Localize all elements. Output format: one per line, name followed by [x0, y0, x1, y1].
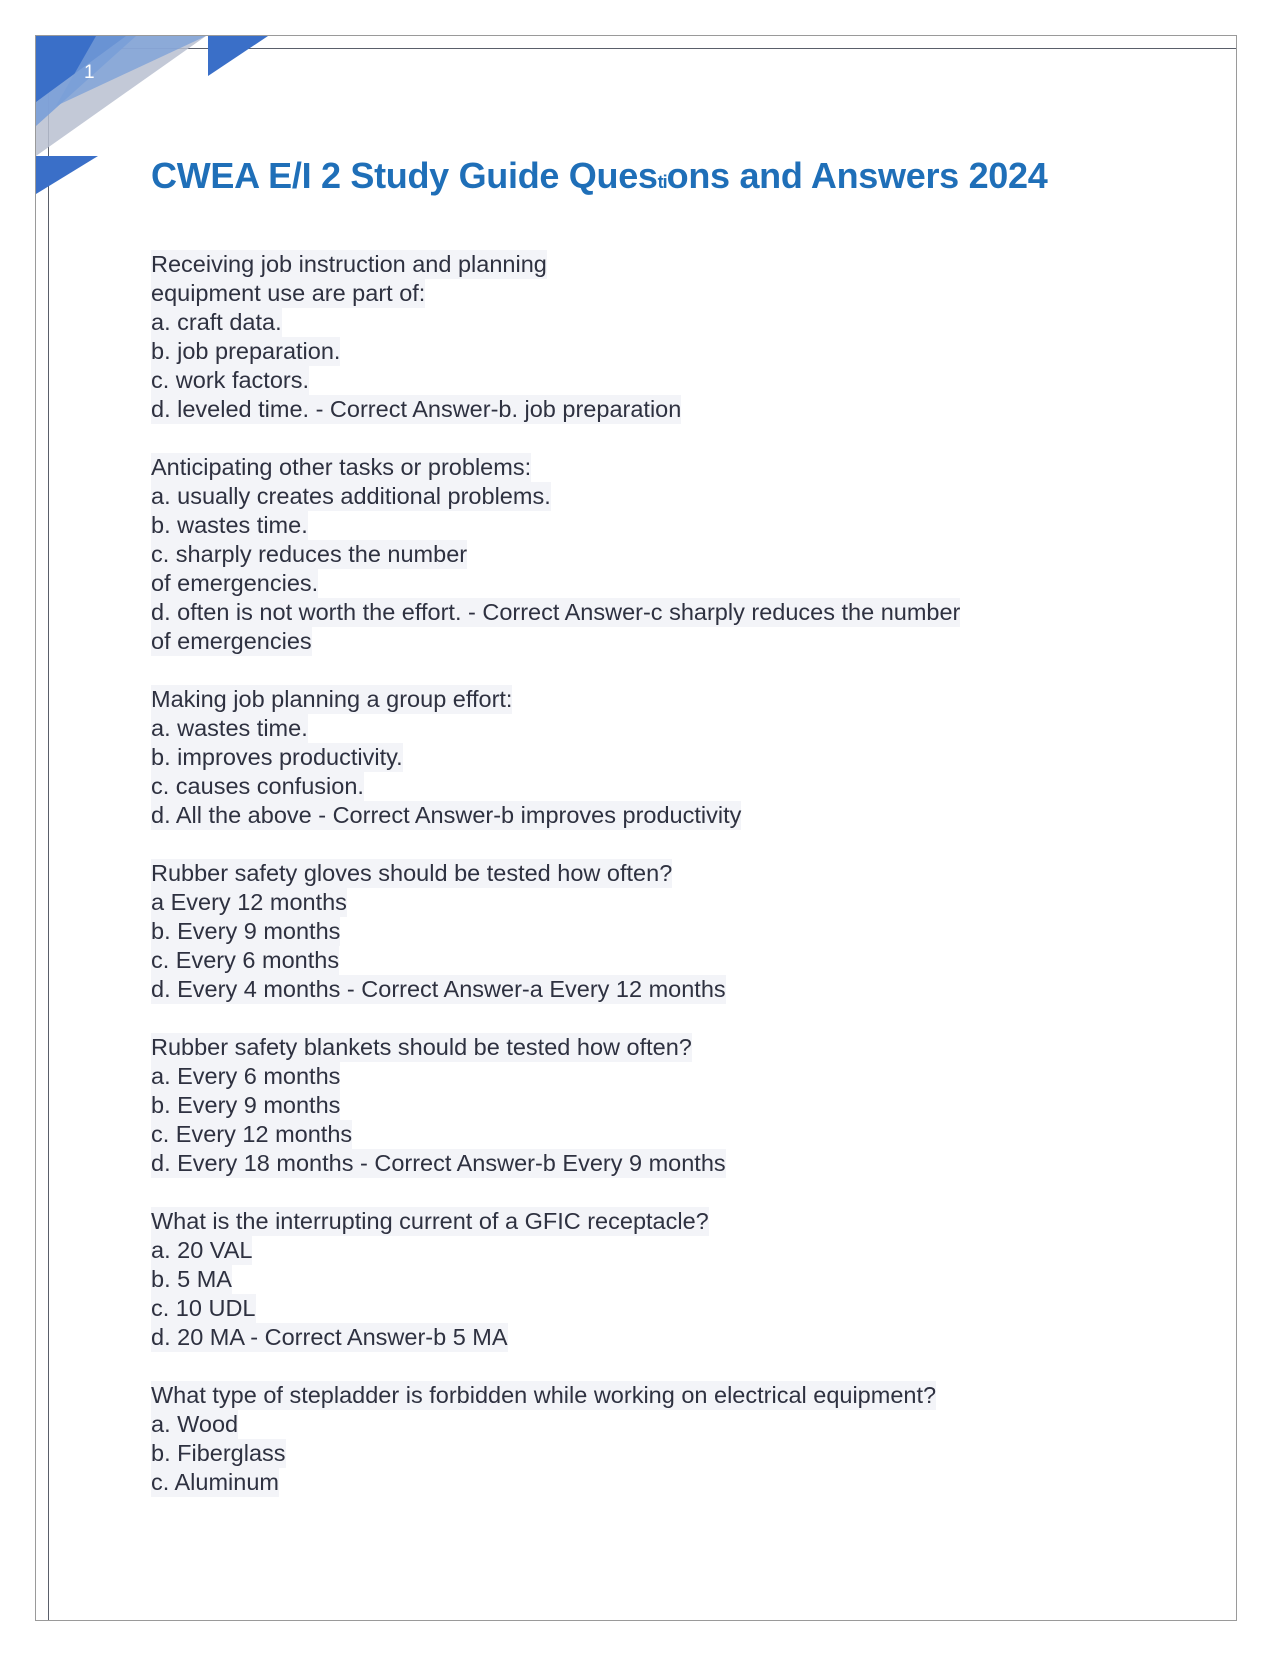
- question-1-line-3: a. craft data.: [151, 309, 282, 335]
- question-3-line-5: d. All the above - Correct Answer-b improves productivity: [151, 802, 742, 828]
- question-5-line-5: d. Every 18 months - Correct Answer-b Every 9 months: [151, 1150, 726, 1176]
- question-1-line-5: c. work factors.: [151, 367, 310, 393]
- question-2-line-3: b. wastes time.: [151, 512, 308, 538]
- title-prefix: CWEA E/I 2 Study Guide Ques: [151, 155, 658, 196]
- question-3: [151, 685, 1211, 830]
- question-2: [151, 453, 1211, 656]
- question-3-line-4: c. causes confusion.: [151, 773, 364, 799]
- question-6: [151, 1207, 1211, 1352]
- title-ti-ligature: ti: [657, 172, 667, 192]
- question-6-line-1: What is the interrupting current of a GFIC receptacle?: [151, 1208, 709, 1234]
- question-6-line-4: c. 10 UDL: [151, 1295, 256, 1321]
- deco-side-triangle: [36, 156, 98, 194]
- question-7-line-4: c. Aluminum: [151, 1469, 279, 1495]
- question-7-line-2: a. Wood: [151, 1411, 239, 1437]
- question-list: [151, 250, 1211, 1526]
- question-1-line-1: Receiving job instruction and planning: [151, 251, 547, 277]
- question-4-line-5: d. Every 4 months - Correct Answer-a Every 12 months: [151, 976, 726, 1002]
- question-2-line-7: of emergencies: [151, 628, 312, 654]
- question-5-line-3: b. Every 9 months: [151, 1092, 341, 1118]
- question-3-line-3: b. improves productivity.: [151, 744, 403, 770]
- question-7-line-1: What type of stepladder is forbidden while working on electrical equipment?: [151, 1382, 937, 1408]
- question-4-line-3: b. Every 9 months: [151, 918, 341, 944]
- question-3-line-2: a. wastes time.: [151, 715, 308, 741]
- question-5-line-2: a. Every 6 months: [151, 1063, 341, 1089]
- question-6-line-3: b. 5 MA: [151, 1266, 232, 1292]
- page-number: 1: [84, 62, 95, 83]
- question-2-line-6: d. often is not worth the effort. - Correct Answer-c sharply reduces the number: [151, 599, 961, 625]
- question-4: [151, 859, 1211, 1004]
- question-6-line-2: a. 20 VAL: [151, 1237, 253, 1263]
- question-5-line-4: c. Every 12 months: [151, 1121, 353, 1147]
- title-suffix: ons and Answers 2024: [666, 155, 1048, 196]
- question-7-line-3: b. Fiberglass: [151, 1440, 286, 1466]
- question-1: [151, 250, 1211, 424]
- question-1-line-6: d. leveled time. - Correct Answer-b. job preparation: [151, 396, 682, 422]
- question-2-line-5: of emergencies.: [151, 570, 319, 596]
- question-3-line-1: Making job planning a group effort:: [151, 686, 513, 712]
- question-6-line-5: d. 20 MA - Correct Answer-b 5 MA: [151, 1324, 508, 1350]
- question-2-line-2: a. usually creates additional problems.: [151, 483, 551, 509]
- question-4-line-4: c. Every 6 months: [151, 947, 340, 973]
- question-4-line-2: a Every 12 months: [151, 889, 347, 915]
- page-title: [151, 152, 1047, 206]
- question-5-line-1: Rubber safety blankets should be tested how often?: [151, 1034, 692, 1060]
- question-4-line-1: Rubber safety gloves should be tested how often?: [151, 860, 673, 886]
- question-5: [151, 1033, 1211, 1178]
- question-1-line-4: b. job preparation.: [151, 338, 341, 364]
- deco-top-triangle: [208, 36, 268, 76]
- question-7: [151, 1381, 1211, 1497]
- margin-rule: [48, 48, 49, 1620]
- question-2-line-1: Anticipating other tasks or problems:: [151, 454, 532, 480]
- question-1-line-2: equipment use are part of:: [151, 280, 426, 306]
- question-2-line-4: c. sharply reduces the number: [151, 541, 468, 567]
